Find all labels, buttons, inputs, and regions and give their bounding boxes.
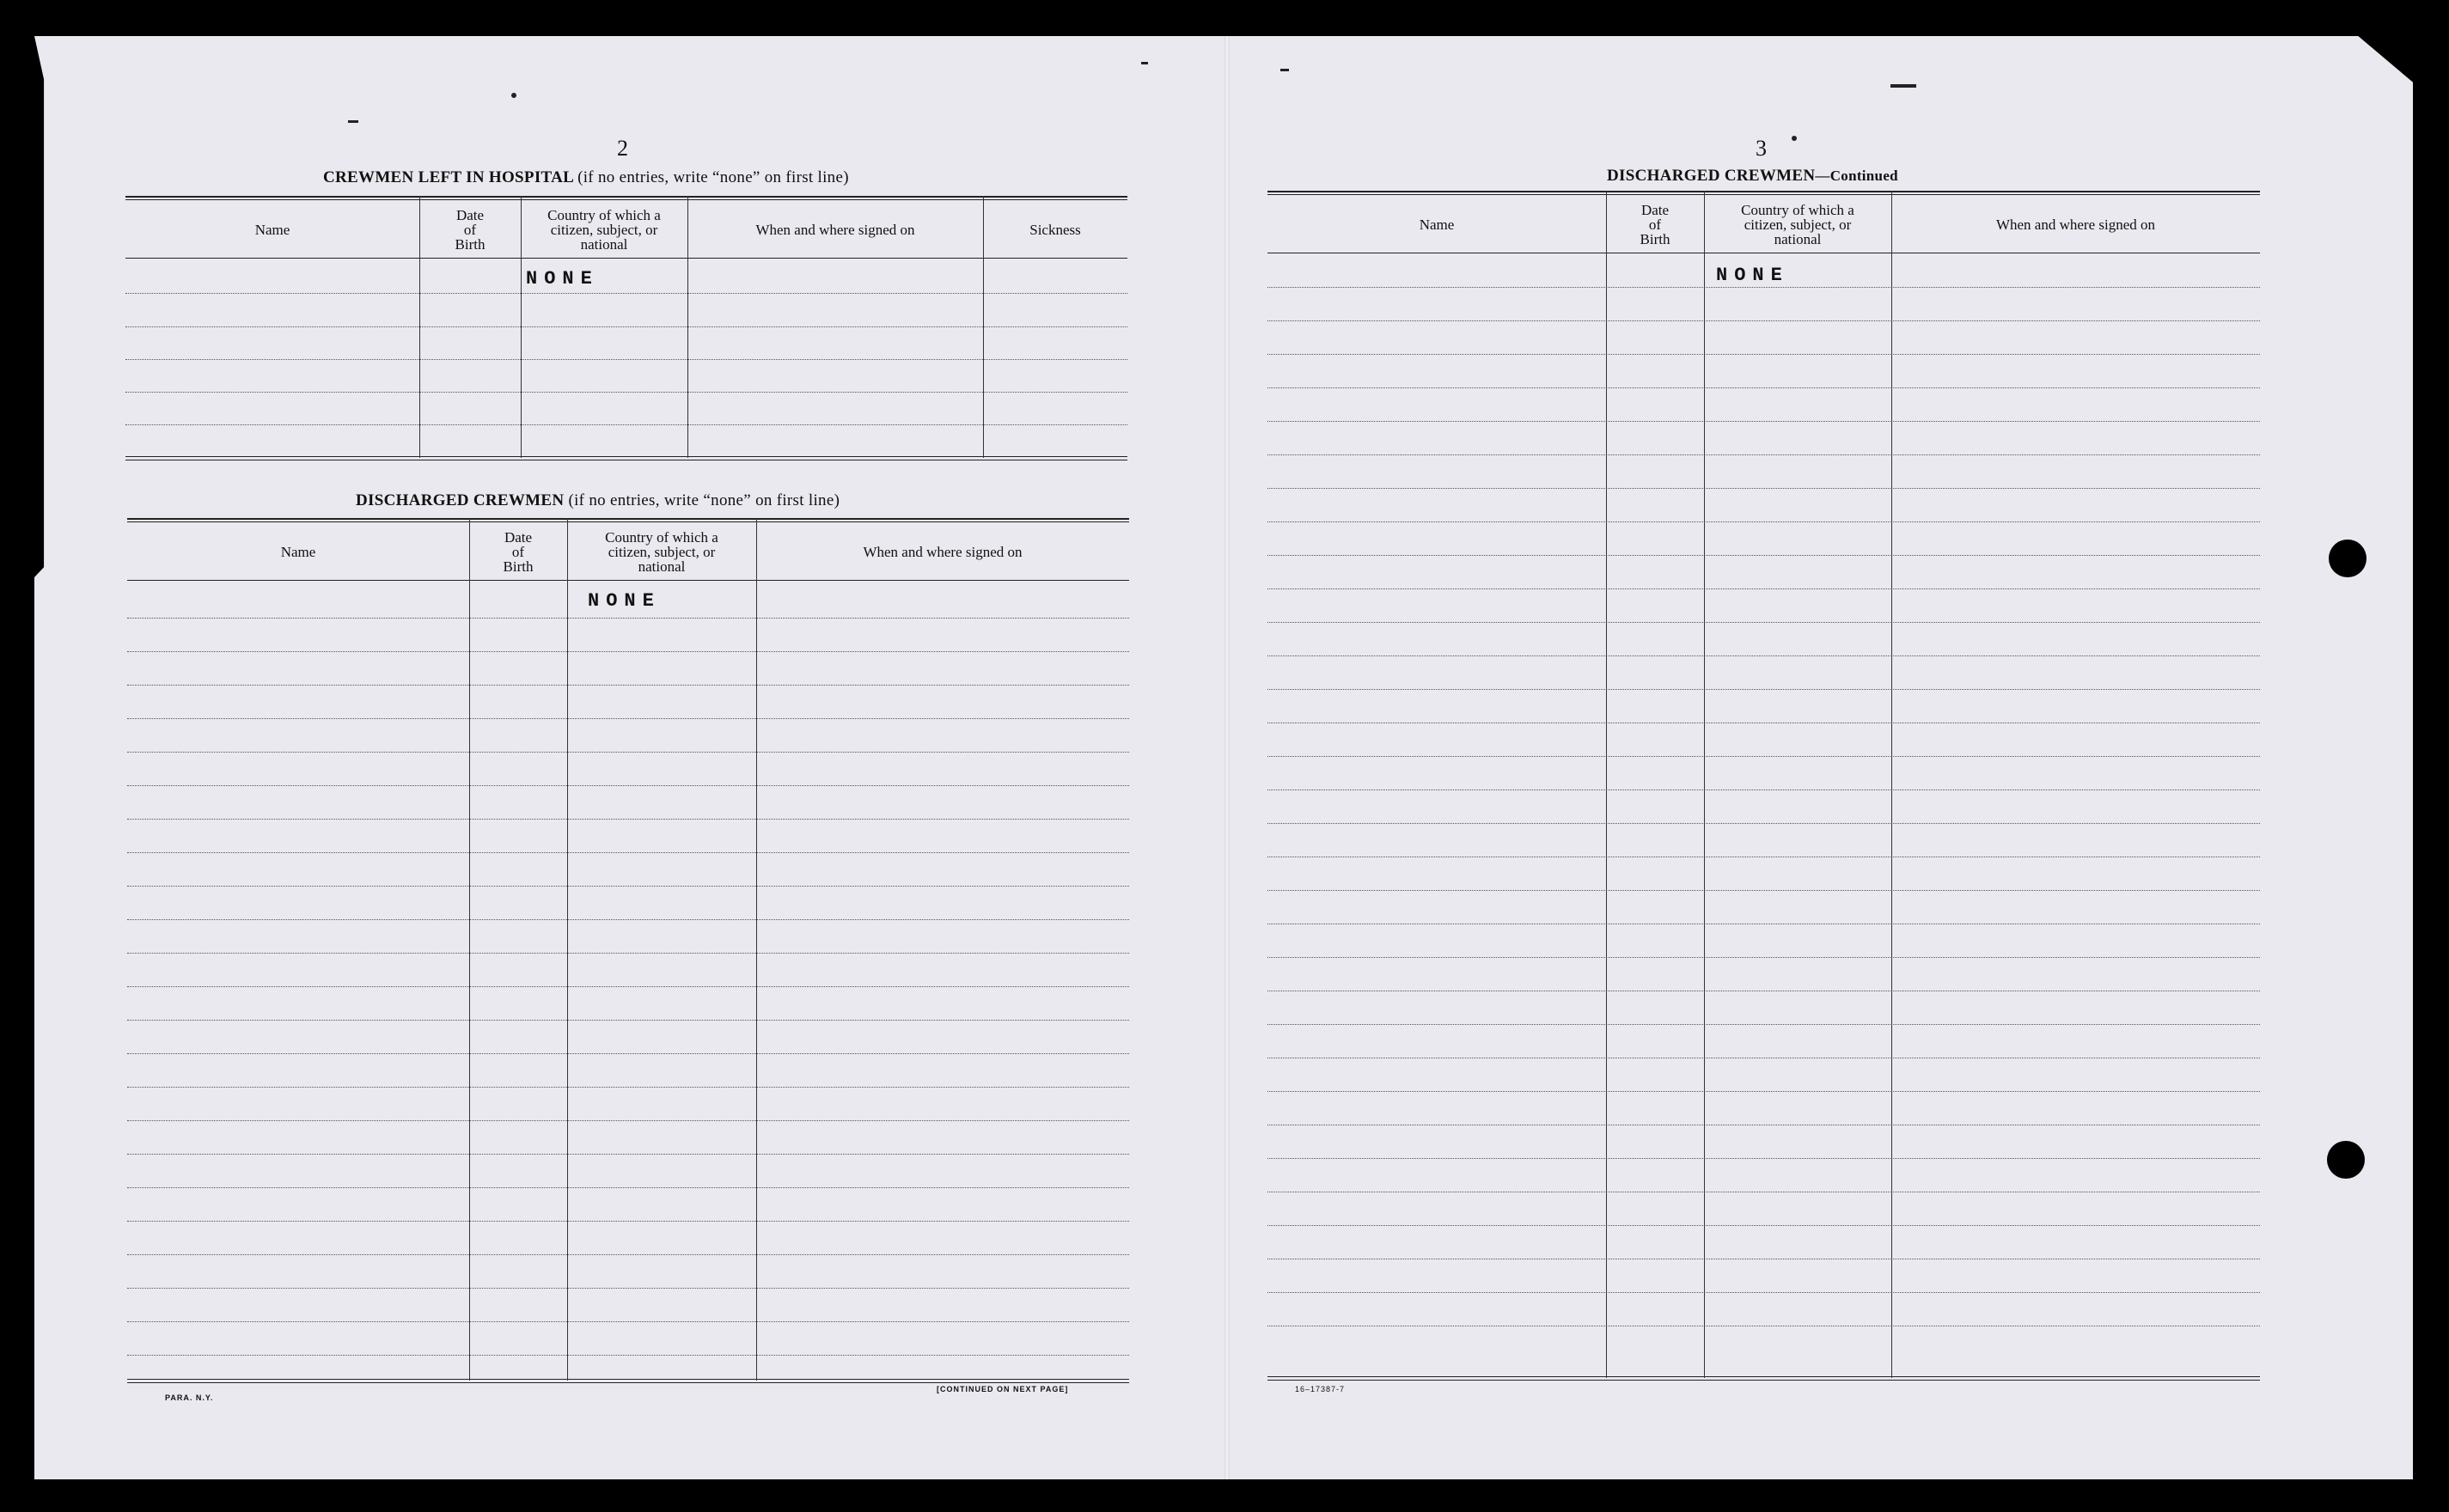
header-name: Name (280, 543, 316, 560)
ink-speck (1890, 84, 1916, 88)
discharged-continued-none-entry: NONE (1716, 265, 1789, 286)
discharged-continued-title (1607, 167, 1898, 186)
ink-speck (1792, 136, 1797, 141)
discharged-section-title (356, 491, 840, 510)
header-signed-on: When and where signed on (863, 543, 1023, 560)
printer-mark: PARA. N.Y. (165, 1393, 214, 1402)
hospital-none-entry: NONE (526, 268, 599, 290)
discharged-none-entry: NONE (588, 590, 661, 612)
punch-hole-top (2329, 540, 2367, 577)
hospital-table (125, 196, 1127, 464)
header-date-of-birth: Date of Birth (503, 528, 534, 575)
header-name: Name (1419, 216, 1455, 233)
header-signed-on: When and where signed on (1995, 216, 2156, 233)
discharged-continued-table (1267, 191, 2260, 1385)
header-country: Country of which a citizen, subject, or national (1741, 201, 1854, 247)
continued-note: [CONTINUED ON NEXT PAGE] (937, 1385, 1069, 1393)
hospital-title-note: (if no entries, write “none” on first line) (577, 168, 849, 186)
discharged-table (127, 518, 1129, 1386)
header-country: Country of which a citizen, subject, or national (605, 528, 718, 575)
discharged-continued-title-text: DISCHARGED CREWMEN (1607, 167, 1816, 185)
header-name: Name (254, 221, 290, 238)
page-number-right: 3 (1756, 136, 1767, 161)
header-sickness: Sickness (1029, 221, 1081, 238)
hospital-title-text: CREWMEN LEFT IN HOSPITAL (323, 168, 574, 186)
discharged-title-text: DISCHARGED CREWMEN (356, 491, 565, 509)
continued-label: —Continued (1815, 168, 1898, 184)
form-number: 16–17387-7 (1295, 1385, 1346, 1393)
ink-speck (511, 93, 516, 98)
punch-hole-bottom (2327, 1141, 2365, 1179)
hospital-section-title (323, 168, 849, 187)
page-fold (1224, 36, 1230, 1479)
page-number-left: 2 (617, 136, 628, 161)
header-date-of-birth: Date of Birth (1640, 201, 1670, 247)
header-signed-on: When and where signed on (755, 221, 915, 238)
header-date-of-birth: Date of Birth (455, 206, 486, 253)
ink-speck (348, 120, 358, 123)
ink-speck (1141, 62, 1148, 64)
discharged-title-note: (if no entries, write “none” on first line) (568, 491, 840, 509)
header-country: Country of which a citizen, subject, or national (547, 206, 661, 253)
ink-speck (1280, 69, 1289, 71)
